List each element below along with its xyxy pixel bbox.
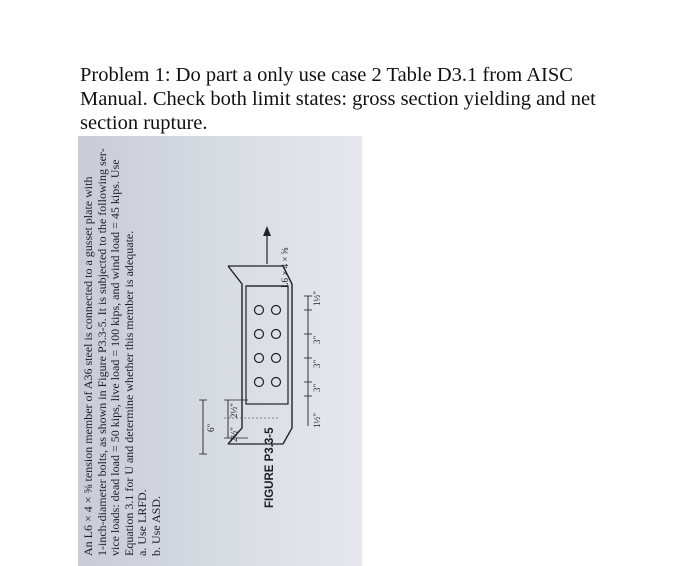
- bolt-hole: [272, 354, 281, 363]
- dim-gage-3: 2½": [229, 427, 239, 442]
- bolt-hole: [255, 306, 264, 315]
- bolt-hole: [255, 354, 264, 363]
- bolt-holes: [255, 306, 281, 387]
- textbook-line-1: An L6 × 4 × ⅝ tension member of A36 steel is connected to a gusset plate with: [81, 176, 95, 556]
- option-b: b. Use ASD.: [148, 495, 163, 556]
- figure-title: FIGURE P3.3-5: [264, 427, 276, 508]
- dim-pitch-1: 3": [312, 383, 322, 392]
- textbook-line-4: Equation 3.1 for U and determine whether this member is adequate.: [121, 230, 136, 556]
- problem-line-3: section rupture.: [80, 112, 208, 134]
- textbook-line-2: 1-inch-diameter bolts, as shown in Figure P3.3-5. It is subjected to the following ser-: [94, 148, 109, 556]
- bolt-hole: [272, 378, 281, 387]
- problem-statement: [80, 63, 640, 135]
- option-a: a. Use LRFD.: [135, 489, 150, 556]
- figure-drawing: [78, 136, 362, 566]
- dim-end-right: 1½": [312, 291, 322, 306]
- bolt-hole: [255, 330, 264, 339]
- dim-pitch-3: 3": [312, 335, 322, 344]
- bolt-hole: [255, 378, 264, 387]
- angle-label: L6 × 4 × ⅝: [280, 247, 290, 288]
- bolt-hole: [272, 330, 281, 339]
- dim-gage-2: 6": [206, 423, 216, 432]
- dim-end-left: 1½": [312, 413, 322, 428]
- textbook-photo: [78, 136, 362, 566]
- angle-member: [246, 286, 288, 404]
- problem-line-2: Manual. Check both limit states: gross section yielding and net: [80, 88, 596, 110]
- problem-line-1: Problem 1: Do part a only use case 2 Table D3.1 from AISC: [80, 64, 573, 86]
- dim-gage-1: 2½": [229, 403, 239, 418]
- bolt-hole: [272, 306, 281, 315]
- dim-pitch-2: 3": [312, 359, 322, 368]
- textbook-line-3: vice loads: dead load = 50 kips, live load = 100 kips, and wind load = 45 kips. Use: [108, 159, 123, 556]
